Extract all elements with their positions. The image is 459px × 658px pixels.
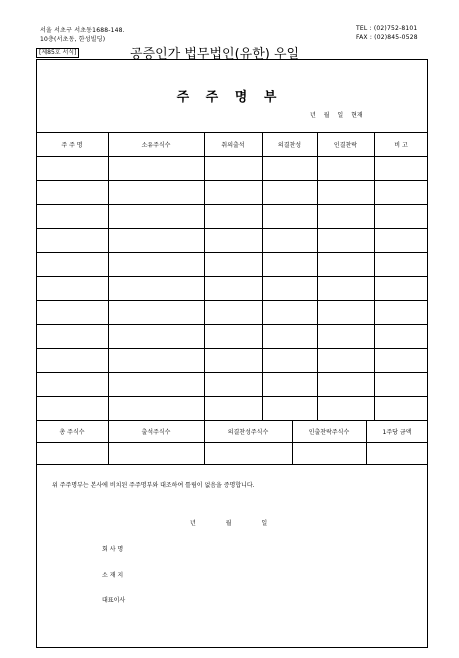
table2-header-cell: 의결찬성주식수: [227, 429, 269, 436]
table1-top-border: [36, 132, 428, 133]
table1-header-cell: 주 주 명: [61, 142, 83, 149]
table1-row-line: [36, 180, 428, 181]
firm-name: 공증인가 법무법인(유한) 우일: [130, 47, 300, 62]
date-line-top: 년 월 일 현재: [310, 112, 363, 119]
table2-header-line: [36, 442, 428, 443]
table1-column-line: [262, 132, 263, 420]
address-line-2: 10층(서초동, 한성빌딩): [40, 36, 106, 43]
table1-row-line: [36, 156, 428, 157]
company-name-label: 회 사 명: [102, 546, 124, 553]
certificate-statement: 위 주주명부는 본사에 비치된 주주명부와 대조하여 틀림이 없음을 증명합니다.: [52, 482, 255, 489]
table2-header-cell: 인출찬락주식수: [308, 429, 350, 436]
table1-row-line: [36, 252, 428, 253]
table1-header-cell: 취의출석: [221, 142, 245, 149]
table2-header-cell: 출석주식수: [141, 429, 171, 436]
table1-row-line: [36, 348, 428, 349]
company-location-label: 소 재 지: [102, 572, 124, 579]
table2-bottom-border: [36, 464, 428, 465]
table1-row-line: [36, 324, 428, 325]
table1-row-line: [36, 204, 428, 205]
table1-row-line: [36, 276, 428, 277]
certificate-date: 년 월 일: [190, 520, 268, 527]
table1-column-line: [317, 132, 318, 420]
tel-number: TEL : (02)752-8101: [356, 25, 418, 32]
table1-row-line: [36, 228, 428, 229]
table1-row-line: [36, 396, 428, 397]
address-line-1: 서울 서초구 서초동1688-148.: [40, 27, 125, 34]
table1-header-cell: 의결찬성: [277, 142, 302, 149]
fax-number: FAX : (02)845-0528: [356, 34, 418, 41]
table1-row-line: [36, 300, 428, 301]
document-title: 주 주 명 부: [176, 90, 283, 105]
table1-row-line: [36, 372, 428, 373]
table1-column-line: [204, 132, 205, 420]
form-number: [제85호 서식]: [36, 48, 79, 58]
table1-header-cell: 비 고: [394, 142, 408, 149]
table2-top-border: [36, 420, 428, 421]
table1-column-line: [374, 132, 375, 420]
table1-header-cell: 인결찬락: [333, 142, 358, 149]
table2-header-cell: 1주당 금액: [382, 429, 412, 436]
table2-header-cell: 총 주식수: [59, 429, 85, 436]
table1-column-line: [108, 132, 109, 420]
table1-header-cell: 소유주식수: [141, 142, 171, 149]
representative-label: 대표이사: [102, 597, 126, 604]
